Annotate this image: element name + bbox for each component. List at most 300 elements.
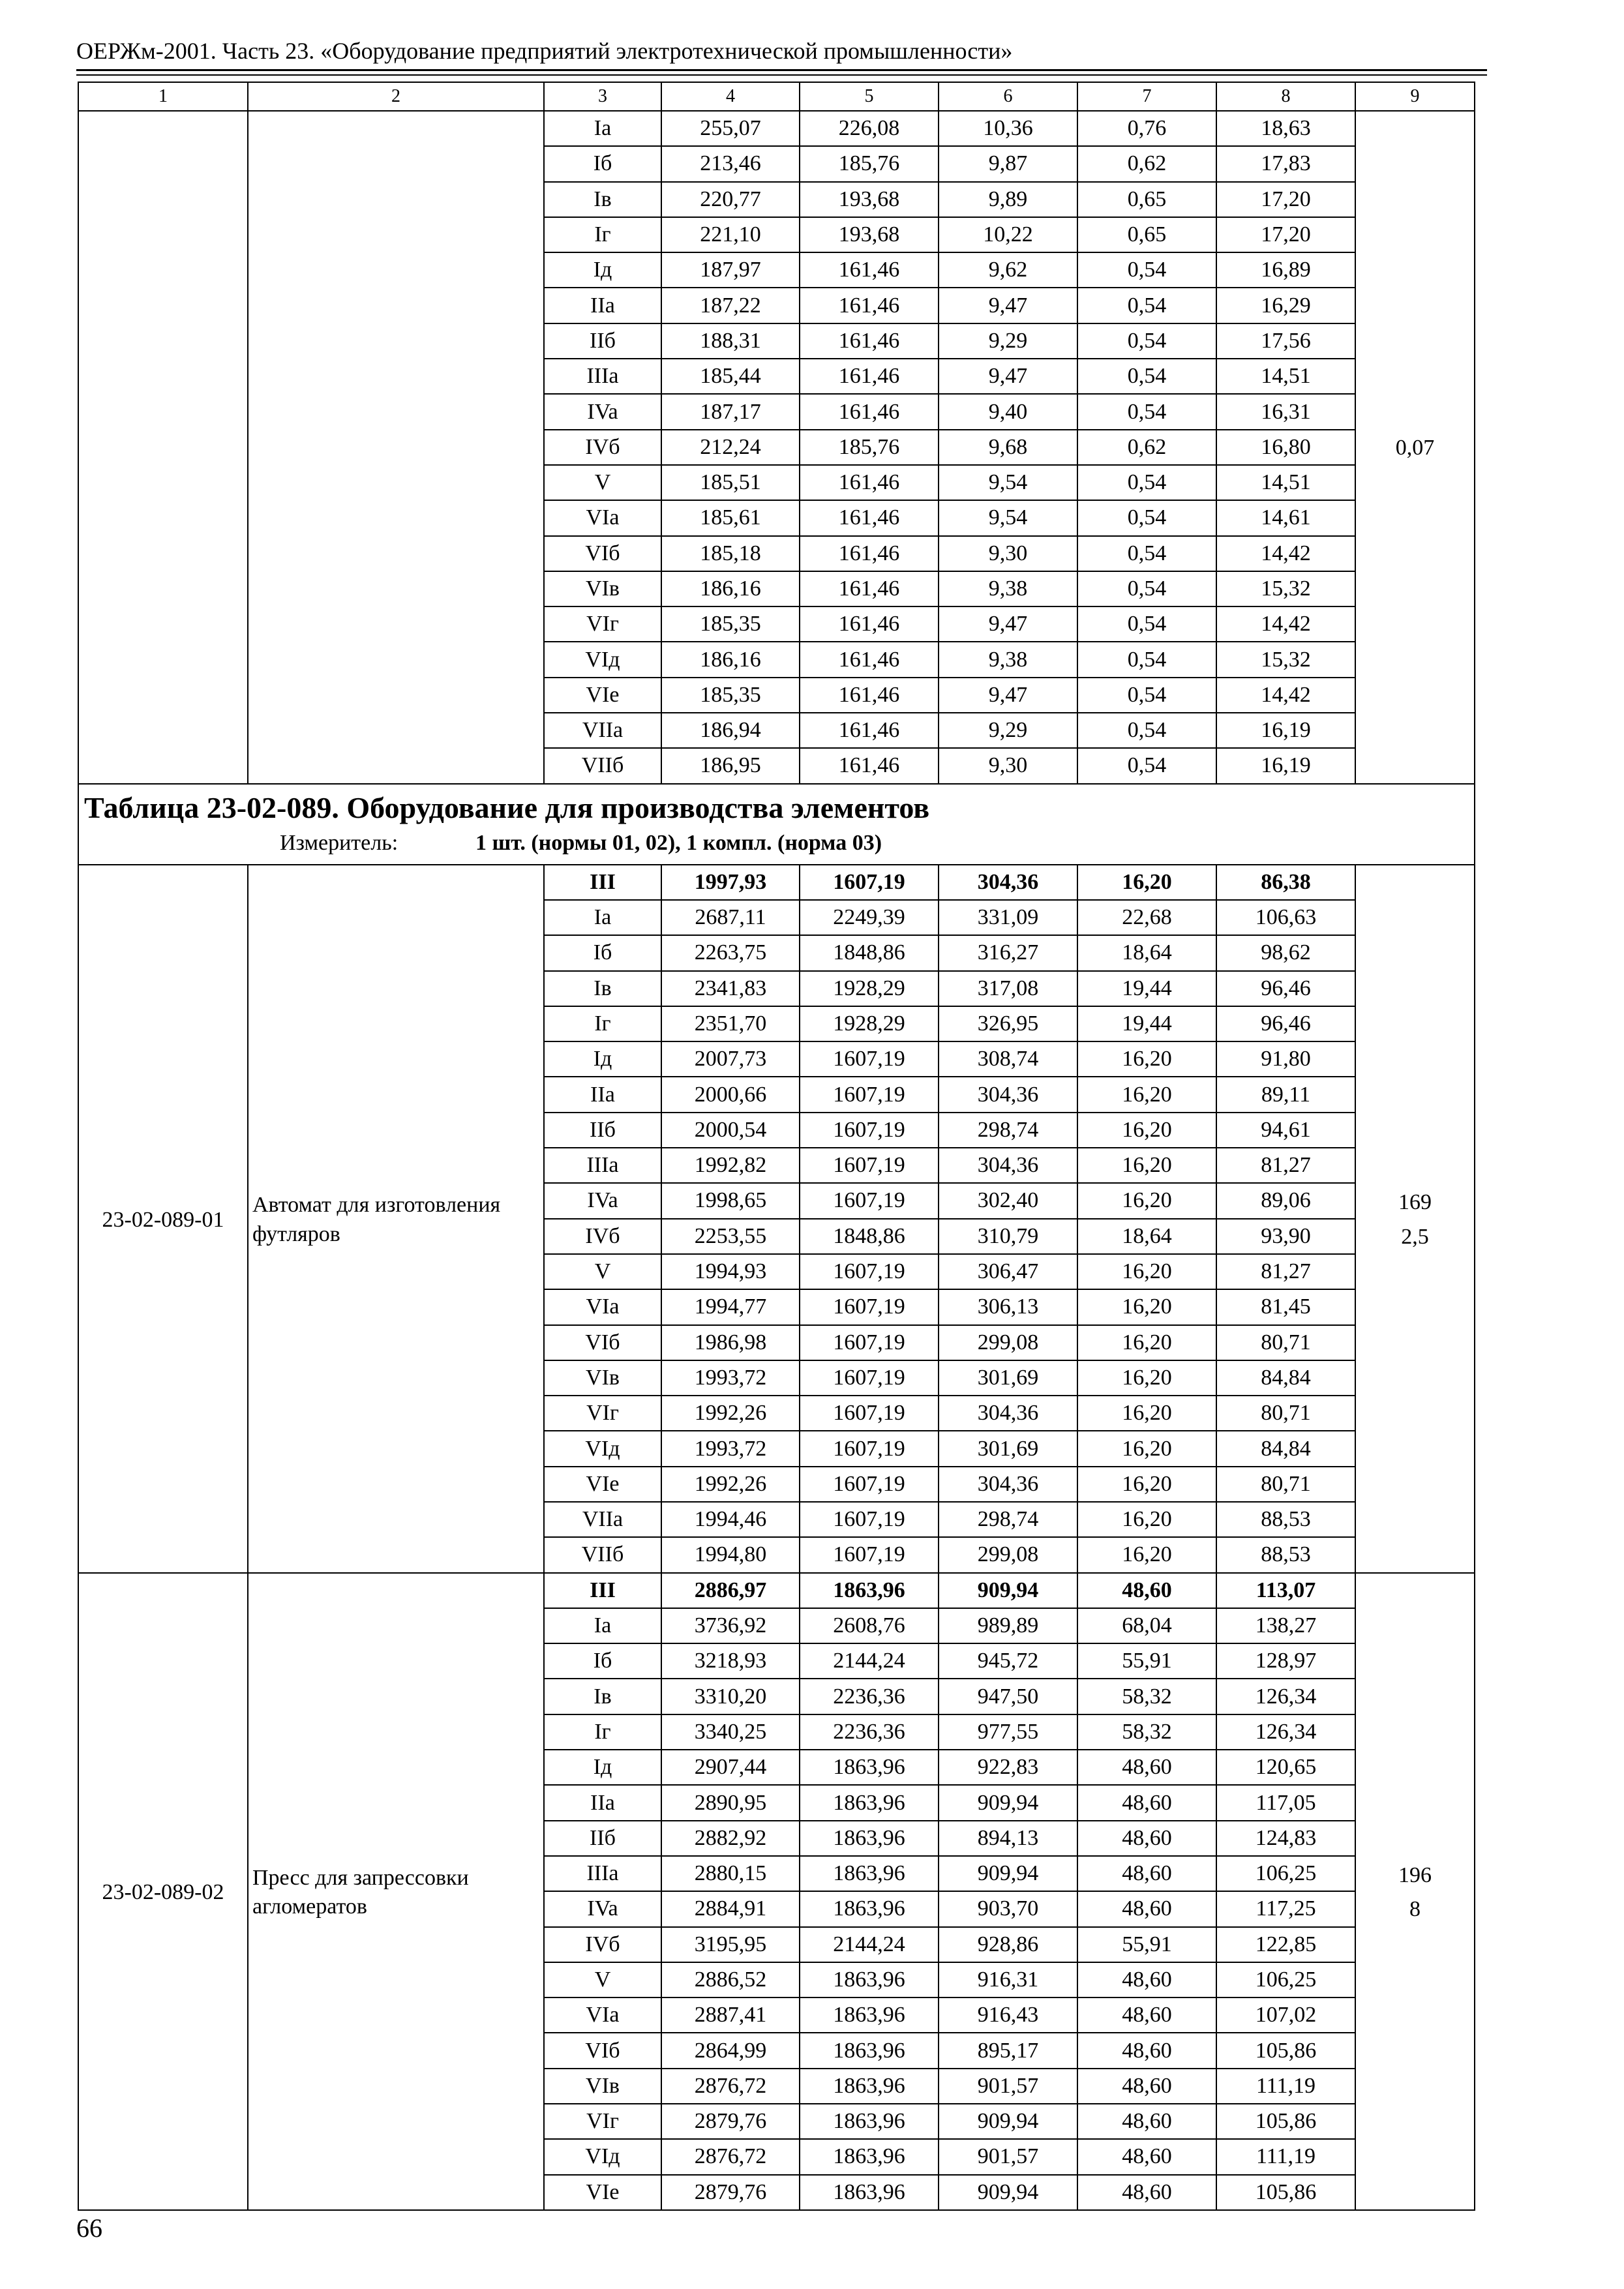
labor-hours-value: 8: [1409, 1897, 1421, 1922]
machine-cost-cell: 909,94: [939, 2104, 1077, 2139]
total-cost-cell: 186,94: [661, 713, 800, 748]
norm-code: 23-02-089-02: [78, 1573, 248, 2210]
zone-cell: IIIa: [544, 1148, 661, 1183]
labor-cost-cell: 1863,96: [800, 2033, 939, 2068]
machine-cost-cell: 9,54: [939, 465, 1077, 500]
labor-hours-value: 0,07: [1395, 436, 1435, 460]
machine-cost-cell: 308,74: [939, 1041, 1077, 1077]
machine-cost-cell: 922,83: [939, 1750, 1077, 1785]
labor-hours-cell: [1355, 111, 1475, 784]
machine-cost-cell: 977,55: [939, 1714, 1077, 1750]
materials-cost-cell: 80,71: [1216, 1396, 1355, 1431]
machinist-wage-cell: 0,54: [1077, 394, 1216, 429]
zone-cell: IVб: [544, 430, 661, 465]
machinist-wage-cell: 48,60: [1077, 2033, 1216, 2068]
machine-cost-cell: 895,17: [939, 2033, 1077, 2068]
total-cost-cell: 187,17: [661, 394, 800, 429]
total-cost-cell: 187,97: [661, 252, 800, 288]
machinist-wage-cell: 18,64: [1077, 935, 1216, 970]
header-rule-bottom: [76, 74, 1487, 76]
machinist-wage-cell: 48,60: [1077, 1856, 1216, 1891]
zone-cell: IVб: [544, 1219, 661, 1254]
zone-cell: IVa: [544, 1183, 661, 1218]
table-row: [78, 1573, 1475, 1608]
zone-cell: V: [544, 465, 661, 500]
total-cost-cell: 185,18: [661, 536, 800, 571]
zone-cell: IVб: [544, 1927, 661, 1962]
total-cost-cell: 2890,95: [661, 1785, 800, 1820]
total-cost-cell: 2263,75: [661, 935, 800, 970]
materials-cost-cell: 14,51: [1216, 359, 1355, 394]
column-number: 2: [248, 82, 544, 111]
machine-cost-cell: 909,94: [939, 1856, 1077, 1891]
machinist-wage-cell: 16,20: [1077, 1396, 1216, 1431]
total-cost-cell: 2886,97: [661, 1573, 800, 1608]
materials-cost-cell: 91,80: [1216, 1041, 1355, 1077]
machinist-wage-cell: 58,32: [1077, 1714, 1216, 1750]
materials-cost-cell: 17,20: [1216, 217, 1355, 252]
materials-cost-cell: 16,80: [1216, 430, 1355, 465]
total-cost-cell: 2341,83: [661, 971, 800, 1006]
machinist-wage-cell: 16,20: [1077, 1254, 1216, 1289]
machinist-wage-cell: 55,91: [1077, 1927, 1216, 1962]
labor-cost-cell: 1607,19: [800, 1183, 939, 1218]
machinist-wage-cell: 48,60: [1077, 1891, 1216, 1926]
machine-cost-cell: 9,29: [939, 323, 1077, 359]
materials-cost-cell: 138,27: [1216, 1608, 1355, 1643]
labor-cost-cell: 2144,24: [800, 1927, 939, 1962]
column-number: 3: [544, 82, 661, 111]
machine-cost-cell: 299,08: [939, 1325, 1077, 1360]
machinist-wage-cell: 16,20: [1077, 1467, 1216, 1502]
zone-cell: VIe: [544, 678, 661, 713]
machinist-wage-cell: 0,54: [1077, 500, 1216, 535]
total-cost-cell: 212,24: [661, 430, 800, 465]
total-cost-cell: 186,16: [661, 642, 800, 677]
machine-cost-cell: 9,87: [939, 146, 1077, 181]
machine-cost-cell: 304,36: [939, 1396, 1077, 1431]
labor-cost-cell: 161,46: [800, 500, 939, 535]
machinist-wage-cell: 0,54: [1077, 359, 1216, 394]
materials-cost-cell: 105,86: [1216, 2104, 1355, 2139]
machine-cost-cell: 901,57: [939, 2069, 1077, 2104]
materials-cost-cell: 89,11: [1216, 1077, 1355, 1112]
machinist-wage-cell: 0,54: [1077, 252, 1216, 288]
materials-cost-cell: 105,86: [1216, 2175, 1355, 2210]
materials-cost-cell: 128,97: [1216, 1643, 1355, 1679]
machine-cost-cell: 316,27: [939, 935, 1077, 970]
machine-cost-cell: 9,54: [939, 500, 1077, 535]
table-row: [78, 111, 1475, 146]
machine-cost-cell: 909,94: [939, 1573, 1077, 1608]
machine-cost-cell: 9,47: [939, 606, 1077, 642]
materials-cost-cell: 16,19: [1216, 748, 1355, 783]
materials-cost-cell: 81,45: [1216, 1289, 1355, 1324]
labor-hours-cell: [1355, 865, 1475, 1573]
materials-cost-cell: 126,34: [1216, 1714, 1355, 1750]
machinist-wage-cell: 0,62: [1077, 146, 1216, 181]
labor-cost-cell: 161,46: [800, 571, 939, 606]
table-row: [78, 865, 1475, 900]
total-cost-cell: 1992,26: [661, 1396, 800, 1431]
zone-cell: IIa: [544, 1785, 661, 1820]
zone-cell: IIa: [544, 1077, 661, 1112]
machine-cost-cell: 302,40: [939, 1183, 1077, 1218]
materials-cost-cell: 126,34: [1216, 1679, 1355, 1714]
labor-cost-cell: 161,46: [800, 252, 939, 288]
labor-cost-cell: 1928,29: [800, 1006, 939, 1041]
labor-cost-cell: 1863,96: [800, 1750, 939, 1785]
machinist-wage-cell: 48,60: [1077, 1785, 1216, 1820]
total-cost-cell: 2884,91: [661, 1891, 800, 1926]
zone-cell: VIб: [544, 1325, 661, 1360]
machine-cost-cell: 326,95: [939, 1006, 1077, 1041]
zone-cell: VIIб: [544, 1537, 661, 1572]
labor-cost-cell: 161,46: [800, 642, 939, 677]
unit-line: [84, 832, 1469, 854]
machinist-wage-cell: 48,60: [1077, 1821, 1216, 1856]
labor-hours-value: 2,5: [1401, 1224, 1429, 1249]
zone-cell: Iд: [544, 1041, 661, 1077]
zone-cell: Iг: [544, 217, 661, 252]
materials-cost-cell: 88,53: [1216, 1537, 1355, 1572]
total-cost-cell: 1994,46: [661, 1502, 800, 1537]
zone-cell: VIг: [544, 606, 661, 642]
machinist-wage-cell: 0,76: [1077, 111, 1216, 146]
column-number: 6: [939, 82, 1077, 111]
zone-cell: Ia: [544, 111, 661, 146]
labor-cost-cell: 1863,96: [800, 2139, 939, 2174]
unit-label: Измеритель:: [280, 830, 398, 855]
labor-cost-cell: 1863,96: [800, 1785, 939, 1820]
labor-cost-cell: 1848,86: [800, 935, 939, 970]
total-cost-cell: 1997,93: [661, 865, 800, 900]
total-cost-cell: 2864,99: [661, 2033, 800, 2068]
machine-cost-cell: 301,69: [939, 1360, 1077, 1396]
total-cost-cell: 186,95: [661, 748, 800, 783]
labor-cost-cell: 161,46: [800, 359, 939, 394]
labor-cost-cell: 1607,19: [800, 1467, 939, 1502]
labor-cost-cell: 161,46: [800, 536, 939, 571]
materials-cost-cell: 14,61: [1216, 500, 1355, 535]
machinist-wage-cell: 0,54: [1077, 536, 1216, 571]
labor-cost-cell: 161,46: [800, 713, 939, 748]
zone-cell: Iв: [544, 971, 661, 1006]
column-number: 9: [1355, 82, 1475, 111]
total-cost-cell: 1992,82: [661, 1148, 800, 1183]
machine-cost-cell: 901,57: [939, 2139, 1077, 2174]
labor-cost-cell: 193,68: [800, 182, 939, 217]
labor-cost-cell: 1607,19: [800, 1077, 939, 1112]
total-cost-cell: 3310,20: [661, 1679, 800, 1714]
machine-cost-cell: 304,36: [939, 1467, 1077, 1502]
machinist-wage-cell: 0,54: [1077, 606, 1216, 642]
total-cost-cell: 187,22: [661, 288, 800, 323]
labor-cost-cell: 1607,19: [800, 1041, 939, 1077]
total-cost-cell: 3218,93: [661, 1643, 800, 1679]
zone-cell: III: [544, 1573, 661, 1608]
total-cost-cell: 3736,92: [661, 1608, 800, 1643]
machinist-wage-cell: 0,54: [1077, 642, 1216, 677]
zone-cell: VIв: [544, 571, 661, 606]
labor-cost-cell: 161,46: [800, 465, 939, 500]
norm-code: 23-02-089-01: [78, 865, 248, 1573]
header-rule-top: [76, 69, 1487, 71]
machinist-wage-cell: 0,62: [1077, 430, 1216, 465]
total-cost-cell: 185,35: [661, 606, 800, 642]
labor-hours-cell: [1355, 1573, 1475, 2210]
labor-cost-cell: 1863,96: [800, 1856, 939, 1891]
zone-cell: VIIa: [544, 713, 661, 748]
labor-cost-cell: 1607,19: [800, 1502, 939, 1537]
materials-cost-cell: 120,65: [1216, 1750, 1355, 1785]
machine-cost-cell: 9,38: [939, 642, 1077, 677]
machine-cost-cell: 909,94: [939, 2175, 1077, 2210]
machine-cost-cell: 9,40: [939, 394, 1077, 429]
labor-cost-cell: 161,46: [800, 323, 939, 359]
machine-cost-cell: 10,22: [939, 217, 1077, 252]
labor-cost-cell: 161,46: [800, 678, 939, 713]
machine-cost-cell: 989,89: [939, 1608, 1077, 1643]
machine-cost-cell: 306,13: [939, 1289, 1077, 1324]
machinist-wage-cell: 16,20: [1077, 1041, 1216, 1077]
machine-cost-cell: 299,08: [939, 1537, 1077, 1572]
labor-cost-cell: 1607,19: [800, 1254, 939, 1289]
machinist-wage-cell: 0,65: [1077, 217, 1216, 252]
machinist-wage-cell: 68,04: [1077, 1608, 1216, 1643]
materials-cost-cell: 81,27: [1216, 1148, 1355, 1183]
labor-cost-cell: 161,46: [800, 394, 939, 429]
machinist-wage-cell: 0,54: [1077, 288, 1216, 323]
machinist-wage-cell: 48,60: [1077, 1962, 1216, 1997]
table-title: Таблица 23-02-089. Оборудование для производства элементов: [84, 790, 930, 824]
machinist-wage-cell: 48,60: [1077, 1573, 1216, 1608]
total-cost-cell: 2007,73: [661, 1041, 800, 1077]
machinist-wage-cell: 16,20: [1077, 1502, 1216, 1537]
zone-cell: III: [544, 865, 661, 900]
materials-cost-cell: 81,27: [1216, 1254, 1355, 1289]
equipment-name: Автомат для изготовления футляров: [248, 865, 544, 1573]
zone-cell: IVa: [544, 1891, 661, 1926]
labor-cost-cell: 1863,96: [800, 1573, 939, 1608]
materials-cost-cell: 122,85: [1216, 1927, 1355, 1962]
zone-cell: VIa: [544, 500, 661, 535]
machinist-wage-cell: 16,20: [1077, 1148, 1216, 1183]
column-number: 1: [78, 82, 248, 111]
machinist-wage-cell: 16,20: [1077, 865, 1216, 900]
materials-cost-cell: 113,07: [1216, 1573, 1355, 1608]
total-cost-cell: 2879,76: [661, 2175, 800, 2210]
total-cost-cell: 1994,93: [661, 1254, 800, 1289]
total-cost-cell: 3195,95: [661, 1927, 800, 1962]
total-cost-cell: 1986,98: [661, 1325, 800, 1360]
column-number: 4: [661, 82, 800, 111]
labor-cost-cell: 1863,96: [800, 1962, 939, 1997]
total-cost-cell: 2882,92: [661, 1821, 800, 1856]
machine-cost-cell: 310,79: [939, 1219, 1077, 1254]
labor-cost-cell: 1607,19: [800, 1148, 939, 1183]
machinist-wage-cell: 22,68: [1077, 900, 1216, 935]
materials-cost-cell: 17,20: [1216, 182, 1355, 217]
machinist-wage-cell: 48,60: [1077, 1750, 1216, 1785]
machinist-wage-cell: 55,91: [1077, 1643, 1216, 1679]
materials-cost-cell: 15,32: [1216, 642, 1355, 677]
machinist-wage-cell: 16,20: [1077, 1077, 1216, 1112]
labor-hours-value: 169: [1398, 1189, 1432, 1214]
machine-cost-cell: 298,74: [939, 1502, 1077, 1537]
machine-cost-cell: 304,36: [939, 865, 1077, 900]
total-cost-cell: 186,16: [661, 571, 800, 606]
machinist-wage-cell: 0,54: [1077, 323, 1216, 359]
zone-cell: VIд: [544, 1431, 661, 1466]
labor-cost-cell: 161,46: [800, 288, 939, 323]
page-number: 66: [76, 2213, 102, 2243]
zone-cell: IIIa: [544, 359, 661, 394]
table-title-row: [78, 784, 1475, 865]
labor-cost-cell: 2236,36: [800, 1679, 939, 1714]
machine-cost-cell: 9,47: [939, 678, 1077, 713]
machinist-wage-cell: 16,20: [1077, 1537, 1216, 1572]
total-cost-cell: 2876,72: [661, 2139, 800, 2174]
machinist-wage-cell: 0,54: [1077, 748, 1216, 783]
zone-cell: Iг: [544, 1006, 661, 1041]
materials-cost-cell: 94,61: [1216, 1113, 1355, 1148]
materials-cost-cell: 80,71: [1216, 1467, 1355, 1502]
machine-cost-cell: 947,50: [939, 1679, 1077, 1714]
zone-cell: VIг: [544, 1396, 661, 1431]
column-number: 5: [800, 82, 939, 111]
zone-cell: VIд: [544, 2139, 661, 2174]
running-header: ОЕРЖм-2001. Часть 23. «Оборудование предприятий электротехнической промышленности»: [76, 38, 1013, 64]
zone-cell: VIa: [544, 1289, 661, 1324]
labor-cost-cell: 185,76: [800, 430, 939, 465]
machinist-wage-cell: 58,32: [1077, 1679, 1216, 1714]
machine-cost-cell: 945,72: [939, 1643, 1077, 1679]
materials-cost-cell: 16,29: [1216, 288, 1355, 323]
labor-cost-cell: 1607,19: [800, 1396, 939, 1431]
materials-cost-cell: 17,56: [1216, 323, 1355, 359]
labor-hours-value: 196: [1398, 1863, 1432, 1887]
materials-cost-cell: 88,53: [1216, 1502, 1355, 1537]
machinist-wage-cell: 0,54: [1077, 678, 1216, 713]
materials-cost-cell: 96,46: [1216, 1006, 1355, 1041]
materials-cost-cell: 93,90: [1216, 1219, 1355, 1254]
machinist-wage-cell: 16,20: [1077, 1325, 1216, 1360]
norm-code: [78, 111, 248, 784]
machinist-wage-cell: 18,64: [1077, 1219, 1216, 1254]
zone-cell: Iг: [544, 1714, 661, 1750]
zone-cell: VIe: [544, 2175, 661, 2210]
rates-table: [78, 82, 1475, 2211]
table-title-cell: [78, 784, 1475, 865]
materials-cost-cell: 111,19: [1216, 2069, 1355, 2104]
labor-cost-cell: 2249,39: [800, 900, 939, 935]
machinist-wage-cell: 16,20: [1077, 1431, 1216, 1466]
total-cost-cell: 2886,52: [661, 1962, 800, 1997]
total-cost-cell: 2887,41: [661, 1997, 800, 2033]
machine-cost-cell: 306,47: [939, 1254, 1077, 1289]
equipment-name: Пресс для запрессовки агломератов: [248, 1573, 544, 2210]
machinist-wage-cell: 48,60: [1077, 1997, 1216, 2033]
zone-cell: Iб: [544, 1643, 661, 1679]
materials-cost-cell: 15,32: [1216, 571, 1355, 606]
labor-cost-cell: 193,68: [800, 217, 939, 252]
machine-cost-cell: 9,47: [939, 288, 1077, 323]
materials-cost-cell: 80,71: [1216, 1325, 1355, 1360]
machine-cost-cell: 916,31: [939, 1962, 1077, 1997]
machine-cost-cell: 928,86: [939, 1927, 1077, 1962]
zone-cell: VIa: [544, 1997, 661, 2033]
labor-cost-cell: 1607,19: [800, 1113, 939, 1148]
total-cost-cell: 220,77: [661, 182, 800, 217]
total-cost-cell: 185,61: [661, 500, 800, 535]
materials-cost-cell: 17,83: [1216, 146, 1355, 181]
labor-cost-cell: 1607,19: [800, 1325, 939, 1360]
unit-value: 1 шт. (нормы 01, 02), 1 компл. (норма 03): [475, 830, 882, 855]
machine-cost-cell: 331,09: [939, 900, 1077, 935]
materials-cost-cell: 98,62: [1216, 935, 1355, 970]
machine-cost-cell: 298,74: [939, 1113, 1077, 1148]
total-cost-cell: 221,10: [661, 217, 800, 252]
zone-cell: Iб: [544, 935, 661, 970]
labor-cost-cell: 1863,96: [800, 2175, 939, 2210]
zone-cell: IIб: [544, 323, 661, 359]
column-number-row: [78, 82, 1475, 111]
labor-cost-cell: 2608,76: [800, 1608, 939, 1643]
machinist-wage-cell: 0,54: [1077, 465, 1216, 500]
machine-cost-cell: 9,29: [939, 713, 1077, 748]
labor-cost-cell: 161,46: [800, 748, 939, 783]
labor-cost-cell: 1863,96: [800, 1891, 939, 1926]
labor-cost-cell: 1863,96: [800, 2069, 939, 2104]
total-cost-cell: 1998,65: [661, 1183, 800, 1218]
column-number: 7: [1077, 82, 1216, 111]
zone-cell: VIв: [544, 2069, 661, 2104]
zone-cell: VIд: [544, 642, 661, 677]
zone-cell: VIг: [544, 2104, 661, 2139]
machinist-wage-cell: 48,60: [1077, 2104, 1216, 2139]
total-cost-cell: 185,35: [661, 678, 800, 713]
machine-cost-cell: 9,68: [939, 430, 1077, 465]
zone-cell: Iв: [544, 182, 661, 217]
zone-cell: Iд: [544, 1750, 661, 1785]
materials-cost-cell: 117,05: [1216, 1785, 1355, 1820]
machinist-wage-cell: 0,54: [1077, 571, 1216, 606]
machinist-wage-cell: 16,20: [1077, 1113, 1216, 1148]
machinist-wage-cell: 16,20: [1077, 1289, 1216, 1324]
zone-cell: VIIб: [544, 748, 661, 783]
labor-cost-cell: 1607,19: [800, 1431, 939, 1466]
zone-cell: VIб: [544, 536, 661, 571]
total-cost-cell: 2000,66: [661, 1077, 800, 1112]
labor-cost-cell: 2144,24: [800, 1643, 939, 1679]
labor-cost-cell: 185,76: [800, 146, 939, 181]
zone-cell: Iв: [544, 1679, 661, 1714]
machine-cost-cell: 894,13: [939, 1821, 1077, 1856]
materials-cost-cell: 111,19: [1216, 2139, 1355, 2174]
machinist-wage-cell: 19,44: [1077, 1006, 1216, 1041]
machine-cost-cell: 9,89: [939, 182, 1077, 217]
materials-cost-cell: 96,46: [1216, 971, 1355, 1006]
total-cost-cell: 2351,70: [661, 1006, 800, 1041]
labor-cost-cell: 1863,96: [800, 2104, 939, 2139]
equipment-name: [248, 111, 544, 784]
total-cost-cell: 2000,54: [661, 1113, 800, 1148]
total-cost-cell: 2876,72: [661, 2069, 800, 2104]
materials-cost-cell: 106,25: [1216, 1962, 1355, 1997]
materials-cost-cell: 117,25: [1216, 1891, 1355, 1926]
machinist-wage-cell: 0,65: [1077, 182, 1216, 217]
